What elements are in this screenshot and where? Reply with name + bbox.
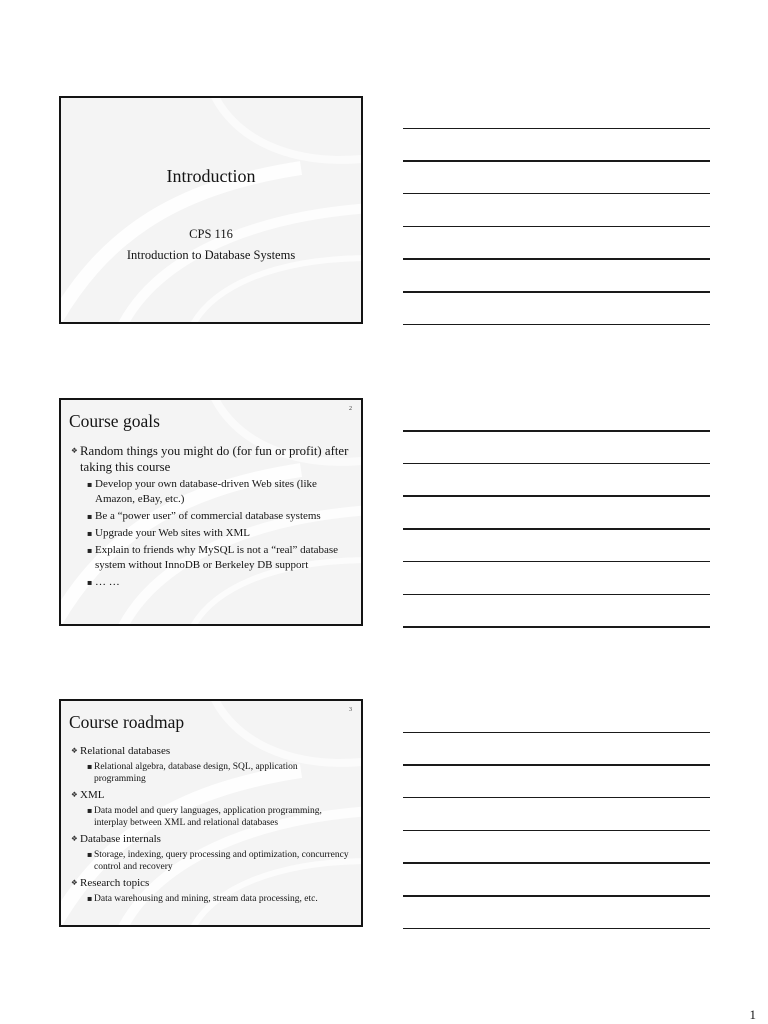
note-line [403, 764, 710, 766]
sub-bullet-item [71, 526, 353, 541]
slide-title: Course goals [69, 411, 160, 431]
bullet-list [71, 443, 353, 590]
square-bullet-icon [87, 849, 92, 861]
slide-number: 3 [349, 707, 352, 713]
bullet-item [71, 744, 350, 758]
sub-bullet-text: … … [95, 576, 120, 588]
bullet-item [71, 788, 350, 802]
sub-bullet-text: Relational algebra, database design, SQL, application programming [94, 762, 298, 784]
bullet-text: Random things you might do (for fun or profit) after taking this course [80, 444, 349, 474]
sub-bullet-item [71, 805, 350, 829]
diamond-bullet-icon [71, 788, 78, 802]
diamond-bullet-icon [71, 744, 78, 758]
note-line [403, 797, 710, 799]
sub-bullet-text: Storage, indexing, query processing and optimization, concurrency control and recovery [94, 850, 349, 872]
square-bullet-icon [87, 761, 92, 773]
sub-bullet-item [71, 575, 353, 590]
page-number: 1 [749, 1007, 756, 1022]
sub-bullet-text: Upgrade your Web sites with XML [95, 527, 251, 539]
note-line [403, 495, 710, 497]
note-line [403, 463, 710, 465]
sub-bullet-item [71, 477, 353, 507]
slide-1 [59, 96, 363, 324]
diamond-bullet-icon [71, 832, 78, 846]
slide-2 [59, 398, 363, 626]
square-bullet-icon [87, 509, 92, 524]
note-line [403, 258, 710, 260]
diamond-bullet-icon [71, 443, 78, 459]
sub-bullet-item [71, 543, 353, 573]
square-bullet-icon [87, 526, 92, 541]
bullet-text: Relational databases [80, 745, 171, 757]
note-line [403, 160, 710, 162]
note-line [403, 830, 710, 832]
note-line [403, 193, 710, 195]
sub-bullet-text: Be a “power user” of commercial database systems [95, 510, 321, 522]
note-line [403, 324, 710, 326]
bullet-text: Database internals [80, 833, 161, 845]
note-line [403, 561, 710, 563]
square-bullet-icon [87, 805, 92, 817]
bullet-item [71, 443, 353, 475]
diamond-bullet-icon [71, 876, 78, 890]
bullet-item [71, 832, 350, 846]
course-code: CPS 116 [189, 227, 233, 241]
bullet-list [71, 744, 350, 905]
sub-bullet-item [71, 849, 350, 873]
square-bullet-icon [87, 893, 92, 905]
note-line [403, 528, 710, 530]
sub-bullet-item [71, 761, 350, 785]
note-line [403, 226, 710, 228]
sub-bullet-text: Data warehousing and mining, stream data processing, etc. [94, 894, 318, 904]
slide-number: 2 [349, 406, 352, 412]
square-bullet-icon [87, 543, 92, 558]
note-line [403, 862, 710, 864]
sub-bullet-text: Develop your own database-driven Web sites (like Amazon, eBay, etc.) [95, 478, 317, 505]
sub-bullet-item [71, 509, 353, 524]
slide-3 [59, 699, 363, 927]
note-line [403, 732, 710, 734]
sub-bullet-text: Data model and query languages, application programming, interplay between XML and relational databases [94, 806, 322, 828]
note-line [403, 128, 710, 130]
course-name: Introduction to Database Systems [126, 248, 296, 262]
bullet-text: XML [80, 789, 105, 801]
note-line [403, 928, 710, 930]
square-bullet-icon [87, 575, 92, 590]
slide-title: Introduction [166, 166, 256, 186]
slide-background-swirl [61, 98, 361, 322]
slide-title: Course roadmap [69, 712, 185, 732]
note-line [403, 594, 710, 596]
note-line [403, 430, 710, 432]
square-bullet-icon [87, 477, 92, 492]
bullet-text: Research topics [80, 877, 150, 889]
note-line [403, 626, 710, 628]
sub-bullet-text: Explain to friends why MySQL is not a “real” database system without InnoDB or Berkeley DB support [95, 544, 339, 571]
note-line [403, 291, 710, 293]
bullet-item [71, 876, 350, 890]
note-line [403, 895, 710, 897]
sub-bullet-item [71, 893, 350, 905]
